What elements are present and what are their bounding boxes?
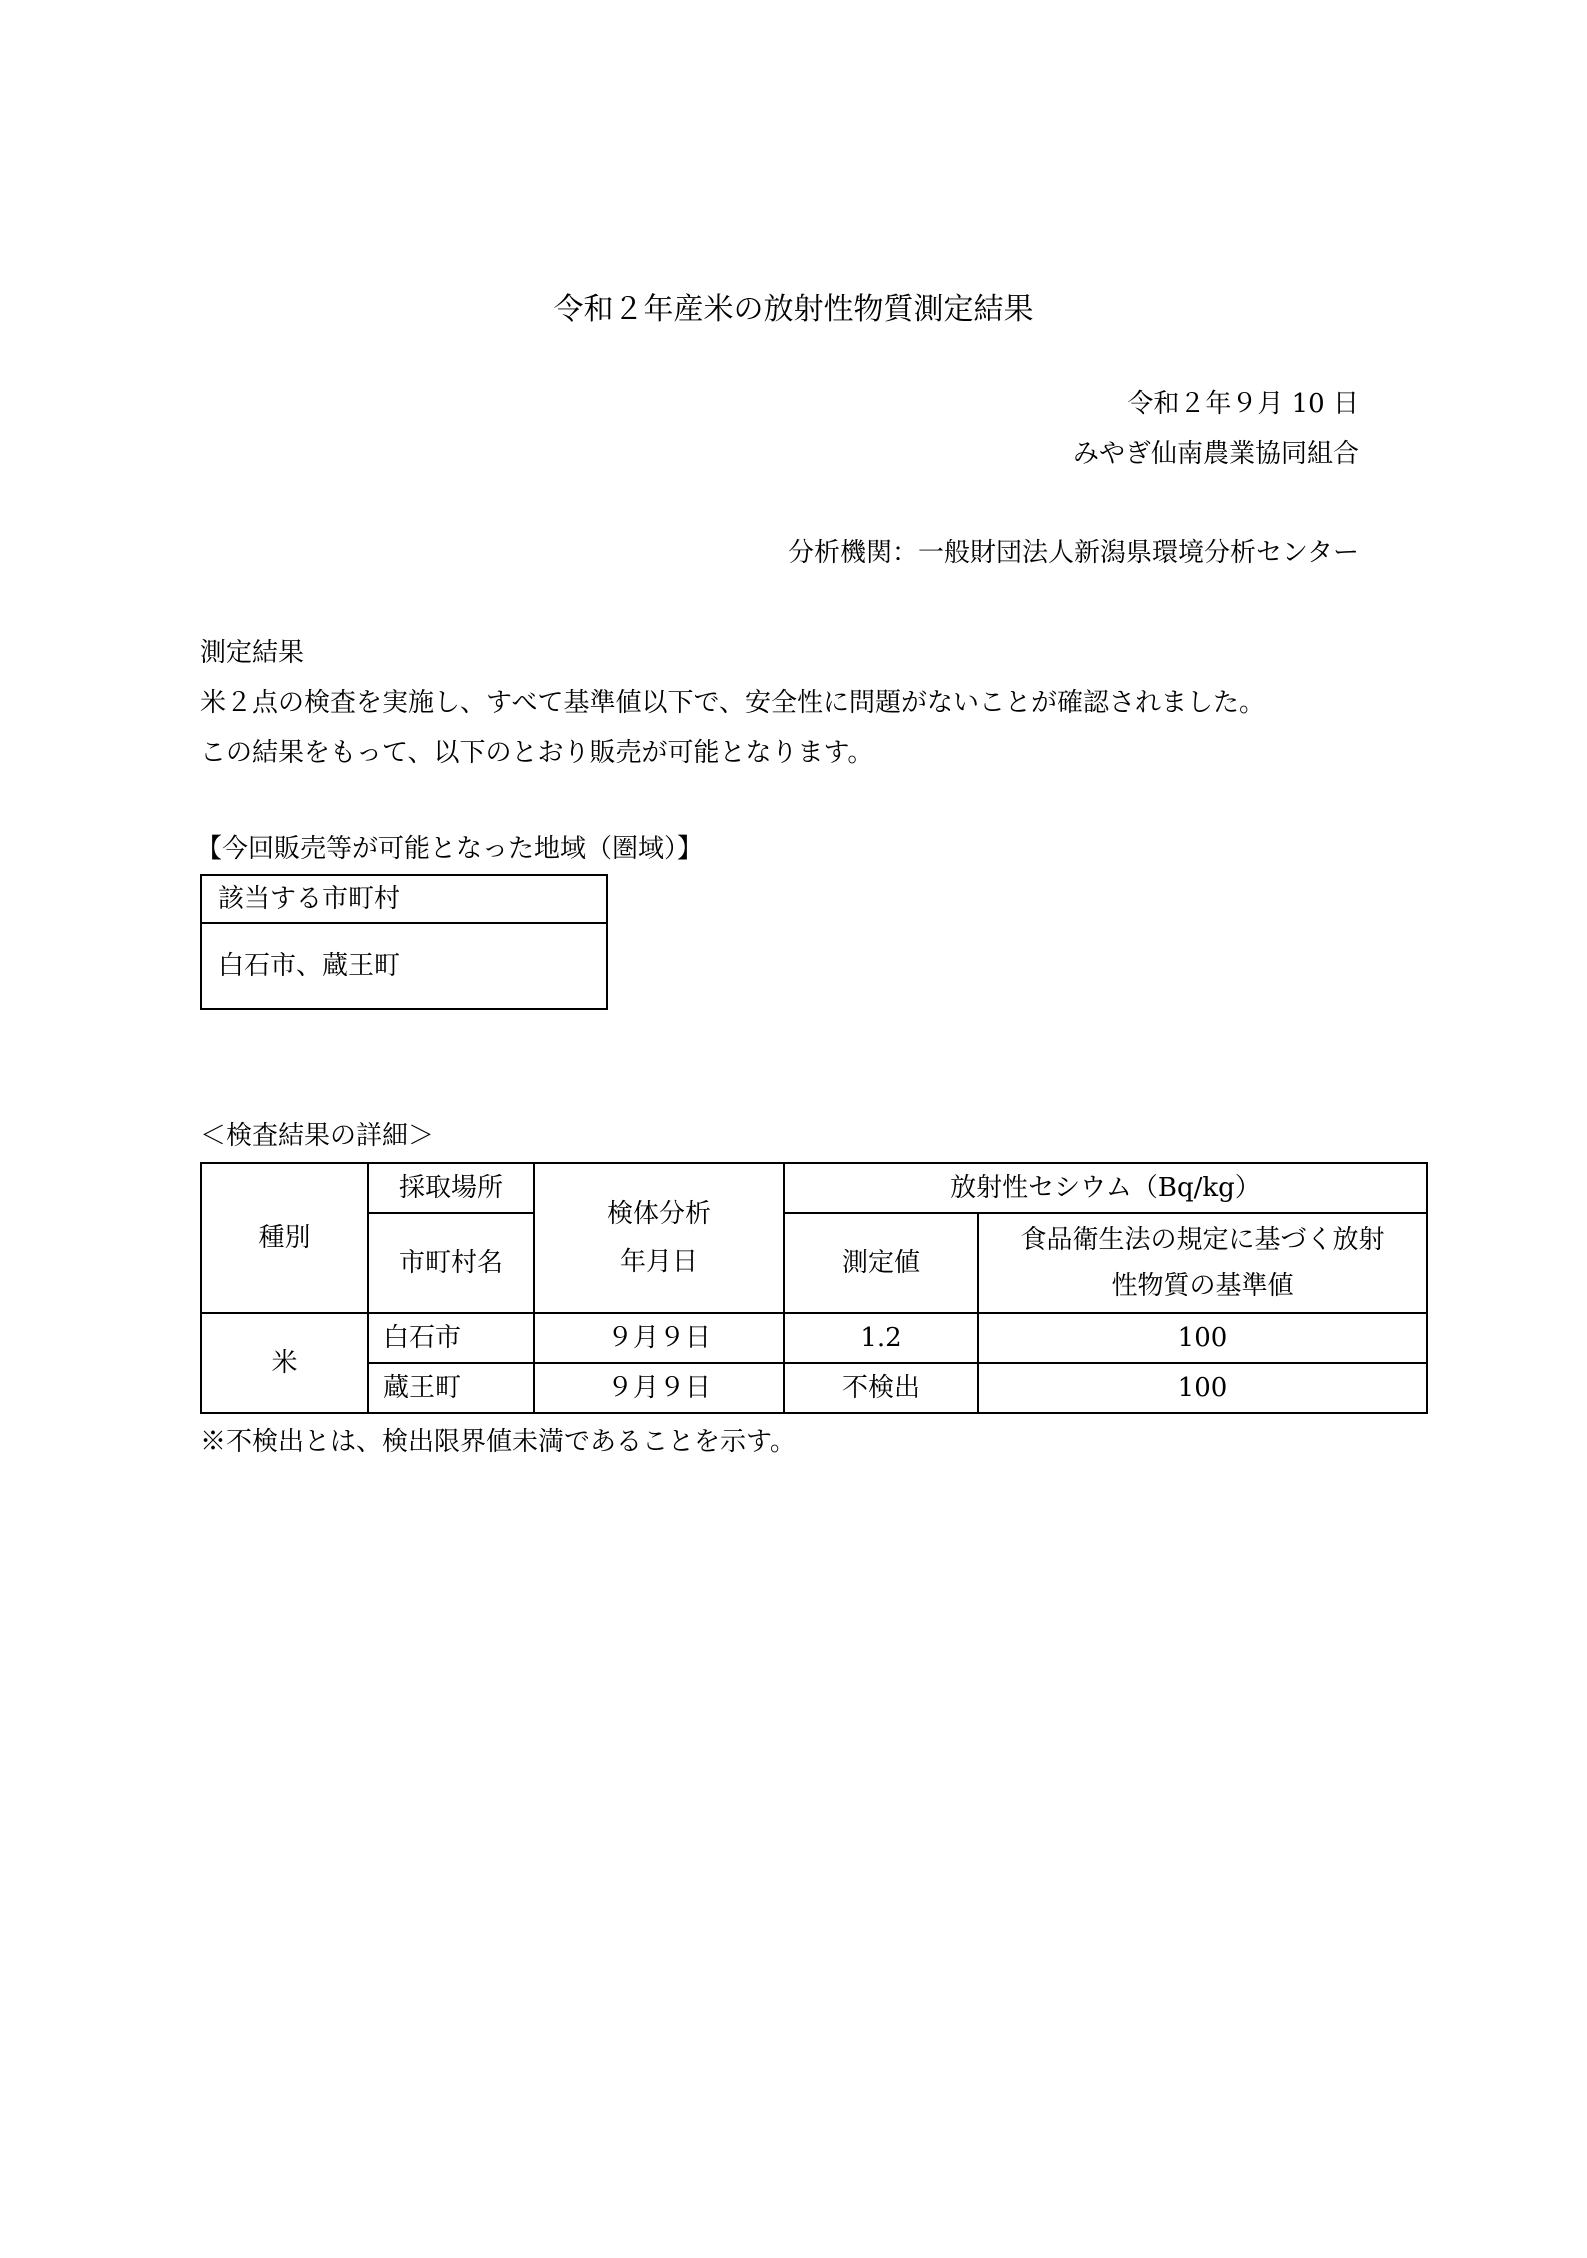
row-municipality: 蔵王町 [368, 1363, 534, 1413]
header-standard [978, 1213, 1427, 1313]
header-analysis-date-line2: 年月日 [619, 1247, 698, 1277]
header-municipality: 市町村名 [368, 1213, 534, 1313]
header-measured: 測定値 [784, 1213, 978, 1313]
header-cesium: 放射性セシウム（Bq/kg） [784, 1163, 1427, 1213]
area-table [200, 874, 608, 1010]
organization-name: みやぎ仙南農業協同組合 [1072, 439, 1359, 469]
table-row [201, 1313, 1427, 1363]
area-table-value: 白石市、蔵王町 [201, 923, 607, 1009]
row-standard: 100 [978, 1313, 1427, 1363]
footnote: ※不検出とは、検出限界値未満であることを示す。 [200, 1427, 796, 1457]
detail-table [200, 1162, 1428, 1414]
header-analysis-date [534, 1163, 784, 1313]
table-row [201, 1363, 1427, 1413]
header-standard-line2: 性物質の基準値 [1111, 1271, 1294, 1301]
row-date: ９月９日 [534, 1363, 784, 1413]
header-standard-line1: 食品衛生法の規定に基づく放射 [1020, 1225, 1385, 1255]
row-standard: 100 [978, 1363, 1427, 1413]
analysis-agency: 分析機関：一般財団法人新潟県環境分析センター [788, 538, 1359, 568]
results-heading: 測定結果 [200, 638, 305, 668]
document-date: 令和２年９月 10 日 [1127, 389, 1359, 419]
results-line-2: この結果をもって、以下のとおり販売が可能となります。 [200, 738, 874, 768]
category-cell: 米 [201, 1313, 368, 1413]
area-table-header: 該当する市町村 [201, 875, 607, 923]
area-heading: 【今回販売等が可能となった地域（圏域）】 [196, 834, 704, 864]
row-municipality: 白石市 [368, 1313, 534, 1363]
detail-heading: ＜検査結果の詳細＞ [200, 1121, 435, 1151]
row-measured: 1.2 [784, 1313, 978, 1363]
header-sampling-place: 採取場所 [368, 1163, 534, 1213]
header-type: 種別 [201, 1163, 368, 1313]
row-measured: 不検出 [784, 1363, 978, 1413]
document-title: 令和２年産米の放射性物質測定結果 [553, 292, 1034, 327]
header-analysis-date-line1: 検体分析 [606, 1199, 711, 1229]
results-line-1: 米２点の検査を実施し、すべて基準値以下で、安全性に問題がないことが確認されました。 [200, 688, 1265, 718]
row-date: ９月９日 [534, 1313, 784, 1363]
